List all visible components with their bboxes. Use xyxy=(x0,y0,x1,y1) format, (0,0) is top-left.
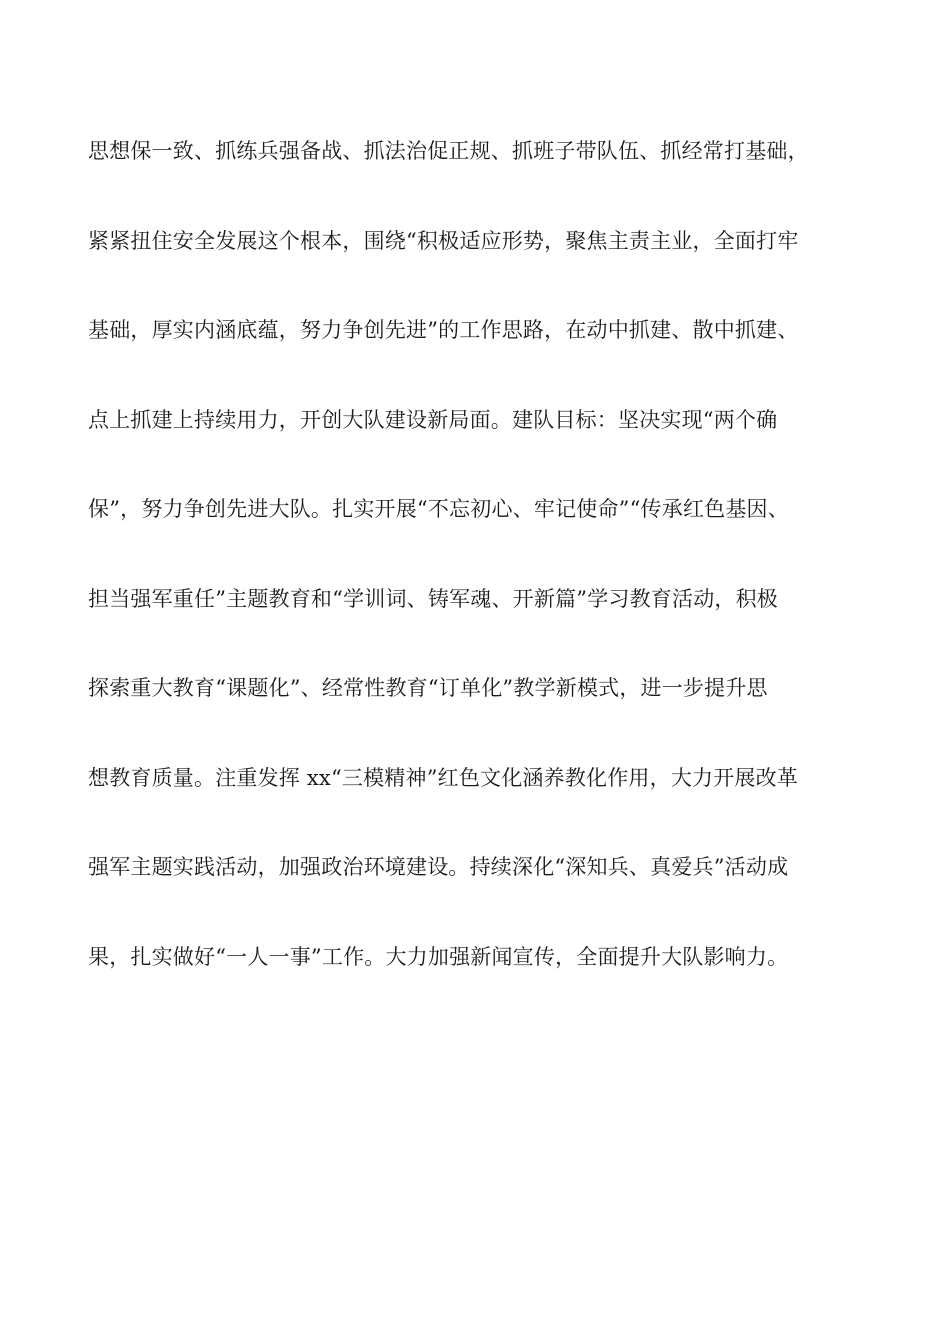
text-line-7: 探索重大教育“课题化”、经常性教育“订单化”教学新模式，进一步提升思 xyxy=(88,676,768,700)
text-line-1: 思想保一致、抓练兵强备战、抓法治促正规、抓班子带队伍、抓经常打基础， xyxy=(88,139,809,163)
text-line-10: 果，扎实做好“一人一事”工作。大力加强新闻宣传，全面提升大队影响力。 xyxy=(88,944,789,969)
text-line-4: 点上抓建上持续用力，开创大队建设新局面。建队目标：坚决实现“两个确 xyxy=(88,407,778,432)
body-paragraph xyxy=(88,131,868,1026)
text-line-3: 基础，厚实内涵底蕴，努力争创先进”的工作思路，在动中抓建、散中抓建、 xyxy=(88,318,799,342)
text-line-8: 想教育质量。注重发挥 xx“三模精神”红色文化涵养教化作用，大力开展改革 xyxy=(88,765,799,790)
text-line-5: 保”，努力争创先进大队。扎实开展“不忘初心、牢记使命”“传承红色基因、 xyxy=(88,497,789,521)
text-line-2: 紧紧扭住安全发展这个根本，围绕“积极适应形势，聚焦主责主业，全面打牢 xyxy=(88,228,799,253)
text-line-9: 强军主题实践活动，加强政治环境建设。持续深化“深知兵、真爱兵”活动成 xyxy=(88,855,789,879)
text-line-6: 担当强军重任”主题教育和“学训词、铸军魂、开新篇”学习教育活动，积极 xyxy=(88,586,779,611)
